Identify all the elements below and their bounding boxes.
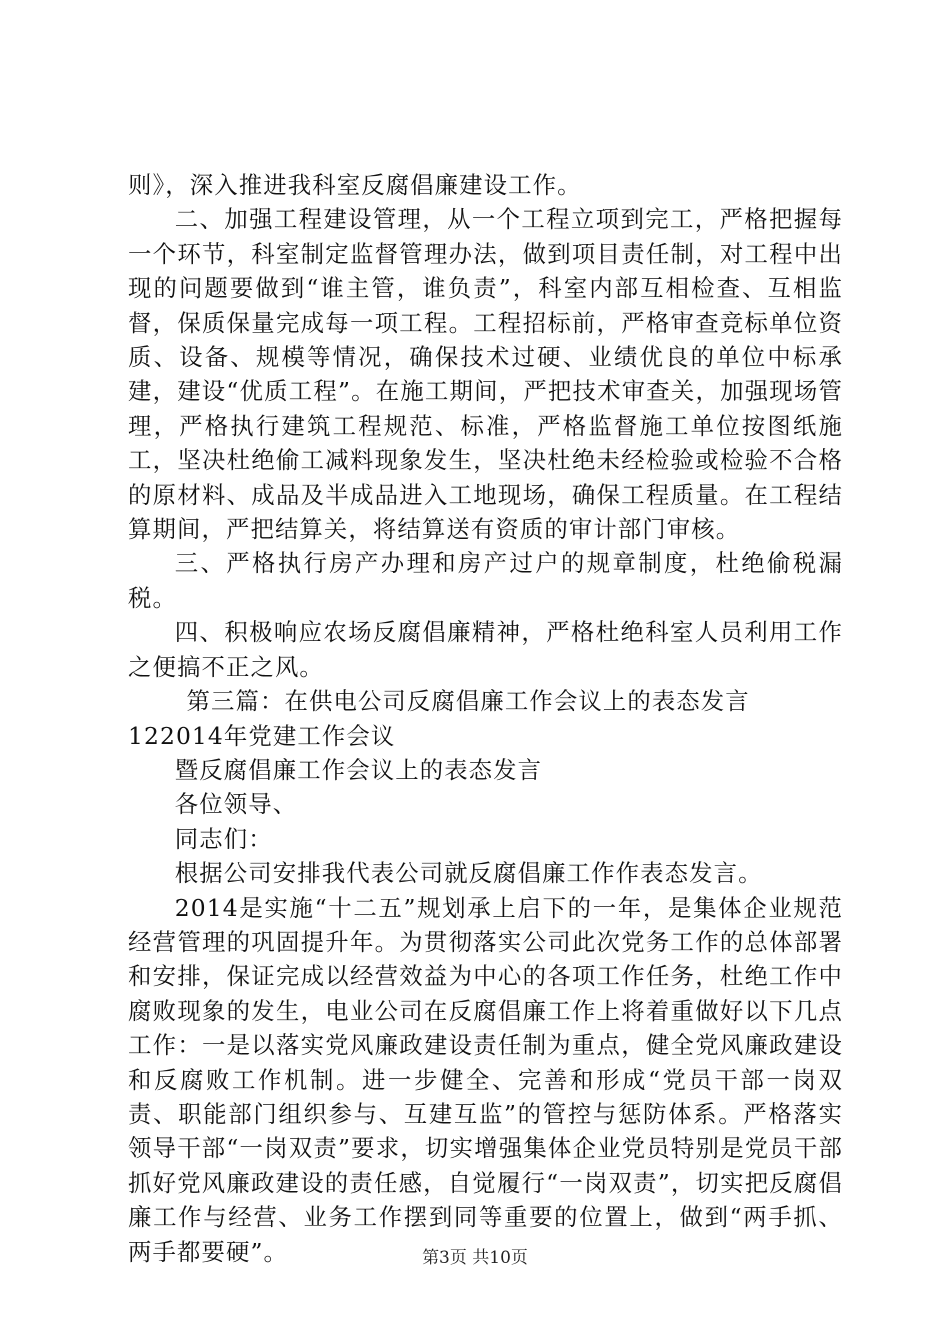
document-body — [128, 168, 843, 1269]
paragraph-continuation: 则》，深入推进我科室反腐倡廉建设工作。 — [128, 171, 582, 199]
page-footer: 第3页 共10页 — [422, 1248, 528, 1268]
section-heading: 第三篇：在供电公司反腐倡廉工作会议上的表态发言 — [186, 687, 750, 716]
paragraph-four: 四、积极响应农场反腐倡廉精神，严格杜绝科室人员利用工作之便搞不正之风。 — [128, 618, 843, 681]
paragraph-three: 三、严格执行房产办理和房产过户的规章制度，杜绝偷税漏税。 — [128, 549, 843, 612]
intro-sentence: 根据公司安排我代表公司就反腐倡廉工作作表态发言。 — [174, 859, 763, 888]
main-paragraph: 2014是实施“十二五”规划承上启下的一年，是集体企业规范经营管理的巩固提升年。为贯彻落实公司此次党务工作的总体部署和安排，保证完成以经营效益为中心的各项工作任务，杜绝工作中腐败现象的发生，电业公司在反腐倡廉工作上将着重做好以下几点工作：一是以落实党风廉政建设责任制为重点，健全党风廉政建设和反腐败工作机制。进一步健全、完善和形成“党员干部一岗双责、职能部门组织参与、互建互监”的管控与惩防体系。严格落实领导干部“一岗双责”要求，切实增强集体企业党员特别是党员干部抓好党风廉政建设的责任感，自觉履行“一岗双责”，切实把反腐倡廉工作与经营、业务工作摆到同等重要的位置上，做到“两手抓、两手都要硬”。 — [128, 893, 843, 1266]
section-subtitle: 暨反腐倡廉工作会议上的表态发言 — [174, 755, 543, 784]
salutation-leaders: 各位领导、 — [174, 790, 298, 819]
section-heading-continuation: 122014年党建工作会议 — [128, 721, 396, 750]
paragraph-two: 二、加强工程建设管理，从一个工程立项到完工，严格把握每一个环节，科室制定监督管理办法，做到项目责任制，对工程中出现的问题要做到“谁主管，谁负责”，科室内部互相检查、互相监督，保质保量完成每一项工程。工程招标前，严格审查竞标单位资质、设备、规模等情况，确保技术过硬、业绩优良的单位中标承建，建设“优质工程”。在施工期间，严把技术审查关，加强现场管理，严格执行建筑工程规范、标准，严格监督施工单位按图纸施工，坚决杜绝偷工减料现象发生，坚决杜绝未经检验或检验不合格的原材料、成品及半成品进入工地现场，确保工程质量。在工程结算期间，严把结算关，将结算送有资质的审计部门审核。 — [128, 205, 843, 544]
salutation-comrades: 同志们： — [174, 824, 273, 853]
